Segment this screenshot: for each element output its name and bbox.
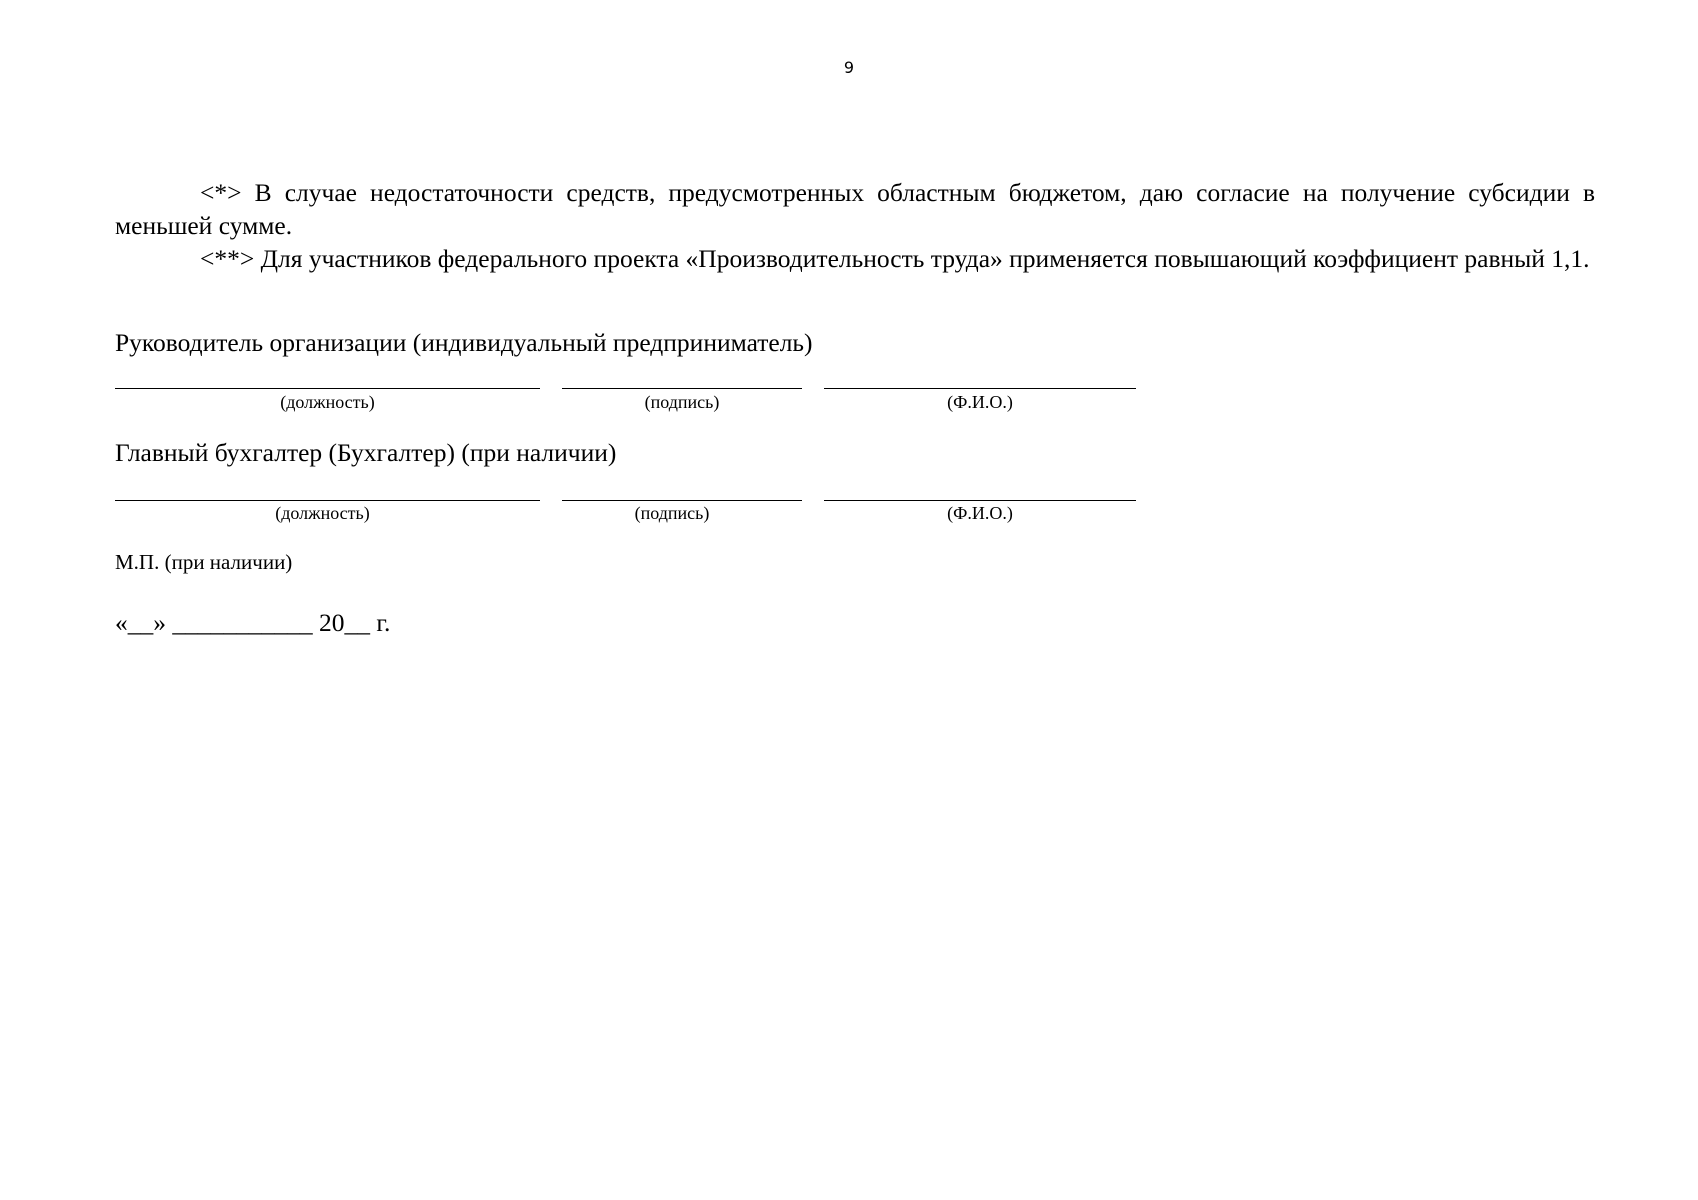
accountant-signature-caption: (подпись) xyxy=(634,503,710,523)
accountant-signature-line xyxy=(562,500,802,501)
head-position-line xyxy=(115,388,540,389)
head-signature-line xyxy=(562,388,802,389)
stamp-label: М.П. (при наличии) xyxy=(115,550,293,574)
page-number: 9 xyxy=(843,58,855,77)
chief-accountant-title: Главный бухгалтер (Бухгалтер) (при наличии) xyxy=(115,438,617,467)
head-position-caption: (должность) xyxy=(280,392,375,412)
accountant-name-caption: (Ф.И.О.) xyxy=(947,503,1013,523)
accountant-position-caption: (должность) xyxy=(275,503,370,523)
footnote-productivity-project: <**> Для участников федерального проекта «Производительность труда» применяется повышающий коэффициент равный 1,1. xyxy=(200,244,1590,273)
head-signature-caption: (подпись) xyxy=(644,392,720,412)
accountant-name-line xyxy=(824,500,1136,501)
accountant-position-line xyxy=(115,500,540,501)
head-of-organization-title: Руководитель организации (индивидуальный предприниматель) xyxy=(115,328,813,357)
head-name-line xyxy=(824,388,1136,389)
date-line: «__» ___________ 20__ г. xyxy=(115,608,391,637)
footnote-insufficient-funds: <*> В случае недостаточности средств, предусмотренных областным бюджетом, даю согласие на получение субсидии в меньшей сумме. xyxy=(115,178,1595,240)
footnotes xyxy=(115,176,1595,275)
head-name-caption: (Ф.И.О.) xyxy=(947,392,1013,412)
